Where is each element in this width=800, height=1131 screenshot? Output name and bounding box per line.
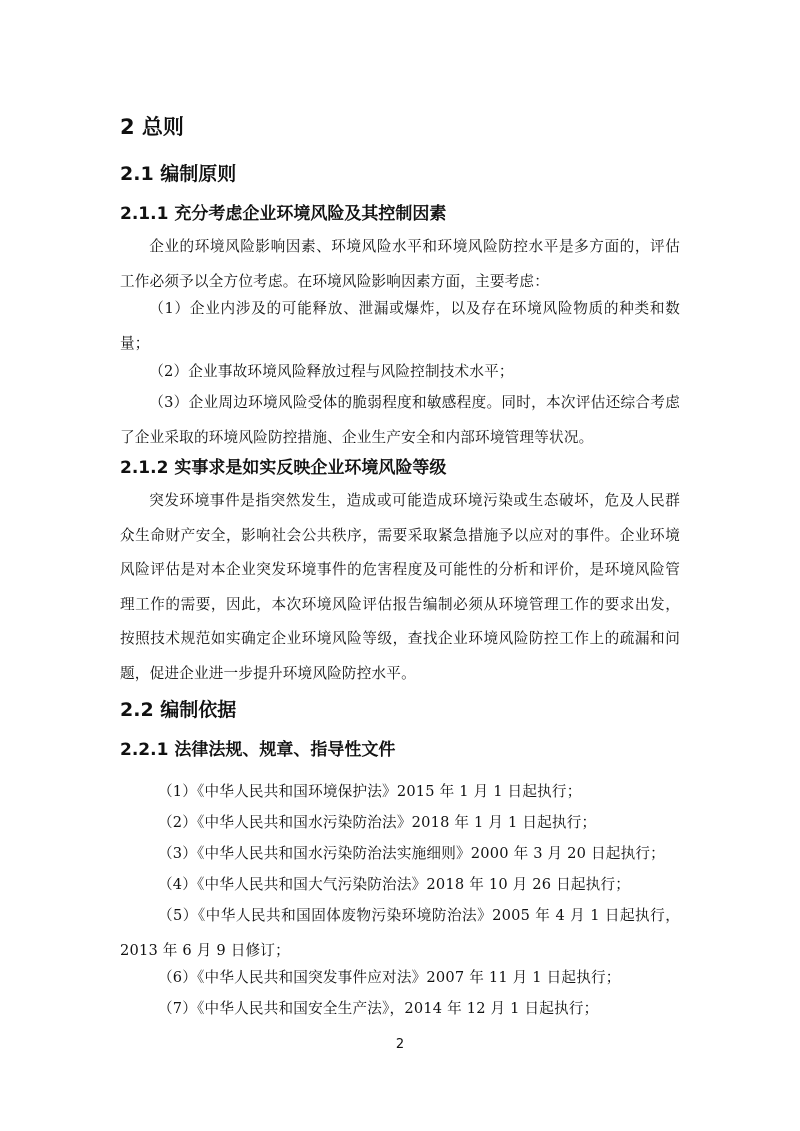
paragraph: 突发环境事件是指突然发生，造成或可能造成环境污染或生态破坏，危及人民群众生命财产安全，影响社会公共秩序，需要采取紧急措施予以应对的事件。企业环境风险评估是对本企业突发环境事件的危害程度及可能性的分析和评价，是环境风险管理工作的需要，因此，本次环境风险评估报告编制必须从环境管理工作的要求出发，按照技术规范如实确定企业环境风险等级，查找企业环境风险防控工作上的疏漏和问题，促进企业进一步提升环境风险防控水平。	[120, 492, 680, 682]
chapter-heading: 2 总则	[120, 115, 184, 139]
subsection-heading-2-2-1: 2.2.1 法律法规、规章、指导性文件	[120, 740, 396, 760]
document-page	[120, 0, 680, 1131]
page-number: 2	[395, 1037, 405, 1052]
paragraph: （3）企业周边环境风险受体的脆弱程度和敏感程度。同时，本次评估还综合考虑了企业采取的环境风险防控措施、企业生产安全和内部环境管理等状况。	[120, 394, 680, 446]
paragraph: 企业的环境风险影响因素、环境风险水平和环境风险防控水平是多方面的，评估工作必须予以全方位考虑。在环境风险影响因素方面，主要考虑：	[120, 238, 680, 290]
paragraph: （2）企业事故环境风险释放过程与风险控制技术水平；	[149, 363, 514, 380]
law-item: （3）《中华人民共和国水污染防治法实施细则》2000 年 3 月 20 日起执行；	[157, 845, 665, 862]
law-item: （5）《中华人民共和国固体废物污染环境防治法》2005 年 4 月 1 日起执行，2013 年 6 月 9 日修订；	[120, 907, 680, 959]
section-heading-2-1: 2.1 编制原则	[120, 163, 237, 185]
law-item: （2）《中华人民共和国水污染防治法》2018 年 1 月 1 日起执行；	[157, 814, 597, 831]
paragraph: （1）企业内涉及的可能释放、泄漏或爆炸，以及存在环境风险物质的种类和数量；	[120, 300, 680, 352]
section-heading-2-2: 2.2 编制依据	[120, 699, 237, 721]
law-item: （4）《中华人民共和国大气污染防治法》2018 年 10 月 26 日起执行；	[157, 876, 631, 893]
law-item: （1）《中华人民共和国环境保护法》2015 年 1 月 1 日起执行；	[157, 783, 582, 800]
subsection-heading-2-1-2: 2.1.2 实事求是如实反映企业环境风险等级	[120, 458, 447, 478]
law-item: （6）《中华人民共和国突发事件应对法》2007 年 11 月 1 日起执行；	[157, 969, 621, 986]
subsection-heading-2-1-1: 2.1.1 充分考虑企业环境风险及其控制因素	[120, 204, 447, 224]
law-item: （7）《中华人民共和国安全生产法》，2014 年 12 月 1 日起执行；	[157, 1000, 599, 1017]
